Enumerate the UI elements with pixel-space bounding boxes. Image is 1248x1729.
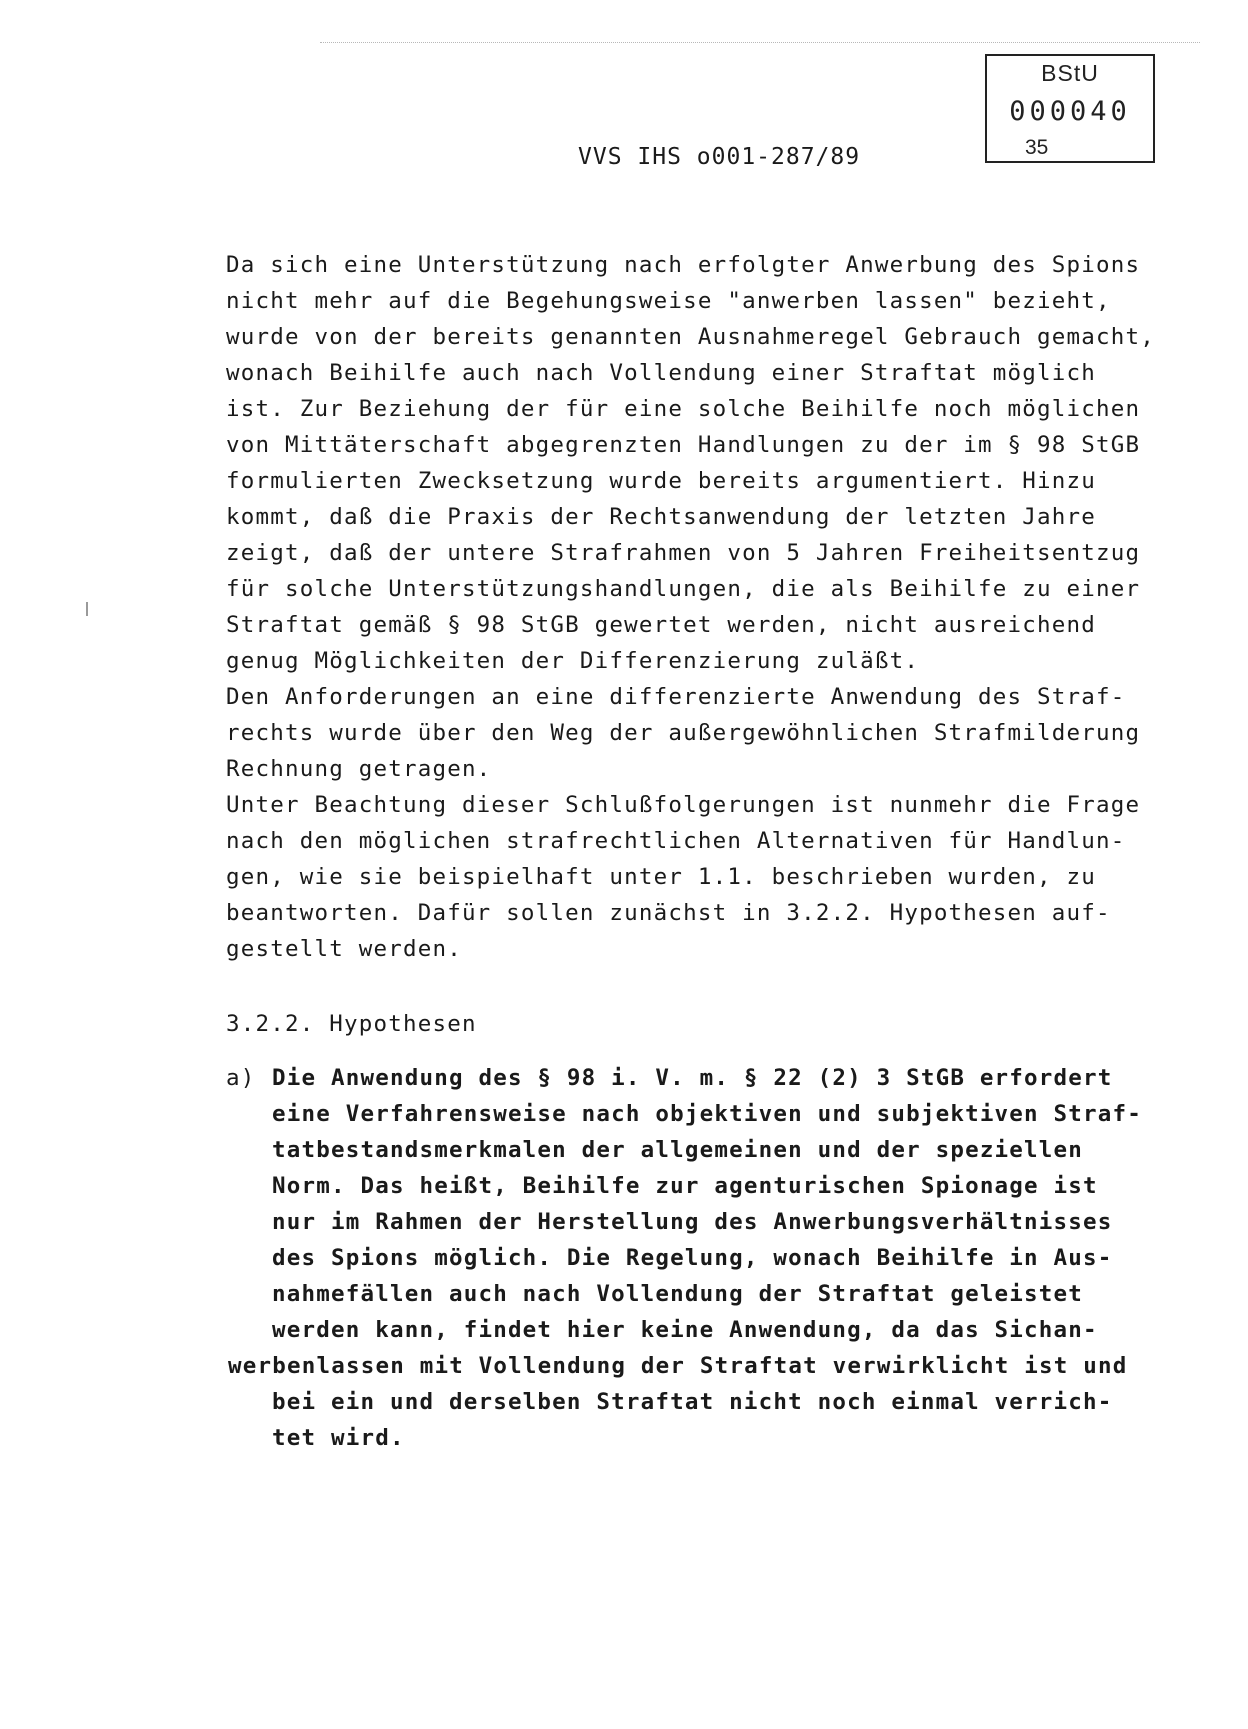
body-line: Da sich eine Unterstützung nach erfolgter Anwerbung des Spions (226, 252, 1141, 278)
hypothesis-line: nahmefällen auch nach Vollendung der Straftat geleistet (272, 1281, 1084, 1307)
body-line: ist. Zur Beziehung der für eine solche Beihilfe noch möglichen (226, 396, 1141, 422)
hypothesis-line: eine Verfahrensweise nach objektiven und subjektiven Straf- (272, 1101, 1143, 1127)
body-line: Den Anforderungen an eine differenzierte Anwendung des Straf- (226, 684, 1126, 710)
section-heading: 3.2.2. Hypothesen (226, 1011, 477, 1037)
stamp-archive-number: 000040 (1009, 96, 1131, 127)
body-line: beantworten. Dafür sollen zunächst in 3.2.2. Hypothesen auf- (226, 900, 1111, 926)
hypothesis-line: tet wird. (272, 1425, 405, 1451)
body-line: gestellt werden. (226, 936, 462, 962)
hypothesis-line: nur im Rahmen der Herstellung des Anwerbungsverhältnisses (272, 1209, 1113, 1235)
stamp-org-label: BStU (1041, 60, 1099, 86)
body-line: formulierten Zwecksetzung wurde bereits argumentiert. Hinzu (226, 468, 1097, 494)
hypothesis-line: Norm. Das heißt, Beihilfe zur agenturischen Spionage ist (272, 1173, 1098, 1199)
body-line: von Mittäterschaft abgegrenzten Handlungen zu der im § 98 StGB (226, 432, 1141, 458)
hypothesis-line: bei ein und derselben Straftat nicht noch einmal verrich- (272, 1389, 1113, 1415)
body-line: Straftat gemäß § 98 StGB gewertet werden, nicht ausreichend (226, 612, 1097, 638)
stamp-page-number: 35 (1025, 136, 1049, 159)
body-line: wonach Beihilfe auch nach Vollendung einer Straftat möglich (226, 360, 1097, 386)
body-line: gen, wie sie beispielhaft unter 1.1. beschrieben wurden, zu (226, 864, 1097, 890)
body-line: zeigt, daß der untere Strafrahmen von 5 Jahren Freiheitsentzug (226, 540, 1141, 566)
body-line: für solche Unterstützungshandlungen, die als Beihilfe zu einer (226, 576, 1141, 602)
body-line: wurde von der bereits genannten Ausnahmeregel Gebrauch gemacht, (226, 324, 1156, 350)
top-rule-divider (320, 42, 1200, 43)
hypothesis-label: a) (226, 1065, 256, 1091)
body-line: kommt, daß die Praxis der Rechtsanwendung der letzten Jahre (226, 504, 1097, 530)
body-line: Rechnung getragen. (226, 756, 492, 782)
hypothesis-line: Die Anwendung des § 98 i. V. m. § 22 (2) 3 StGB erfordert (272, 1065, 1113, 1091)
body-line: Unter Beachtung dieser Schlußfolgerungen ist nunmehr die Frage (226, 792, 1141, 818)
body-line: rechts wurde über den Weg der außergewöhnlichen Strafmilderung (226, 720, 1141, 746)
hypothesis-line: werbenlassen mit Vollendung der Straftat verwirklicht ist und (228, 1353, 1128, 1379)
margin-mark (86, 602, 88, 616)
body-line: nach den möglichen strafrechtlichen Alternativen für Handlun- (226, 828, 1126, 854)
hypothesis-line: des Spions möglich. Die Regelung, wonach Beihilfe in Aus- (272, 1245, 1113, 1271)
hypothesis-line: tatbestandsmerkmalen der allgemeinen und der speziellen (272, 1137, 1084, 1163)
document-reference: VVS IHS o001-287/89 (578, 144, 861, 170)
body-line: nicht mehr auf die Begehungsweise "anwerben lassen" bezieht, (226, 288, 1111, 314)
body-line: genug Möglichkeiten der Differenzierung zuläßt. (226, 648, 920, 674)
hypothesis-line: werden kann, findet hier keine Anwendung, da das Sichan- (272, 1317, 1098, 1343)
archive-stamp (985, 54, 1155, 163)
